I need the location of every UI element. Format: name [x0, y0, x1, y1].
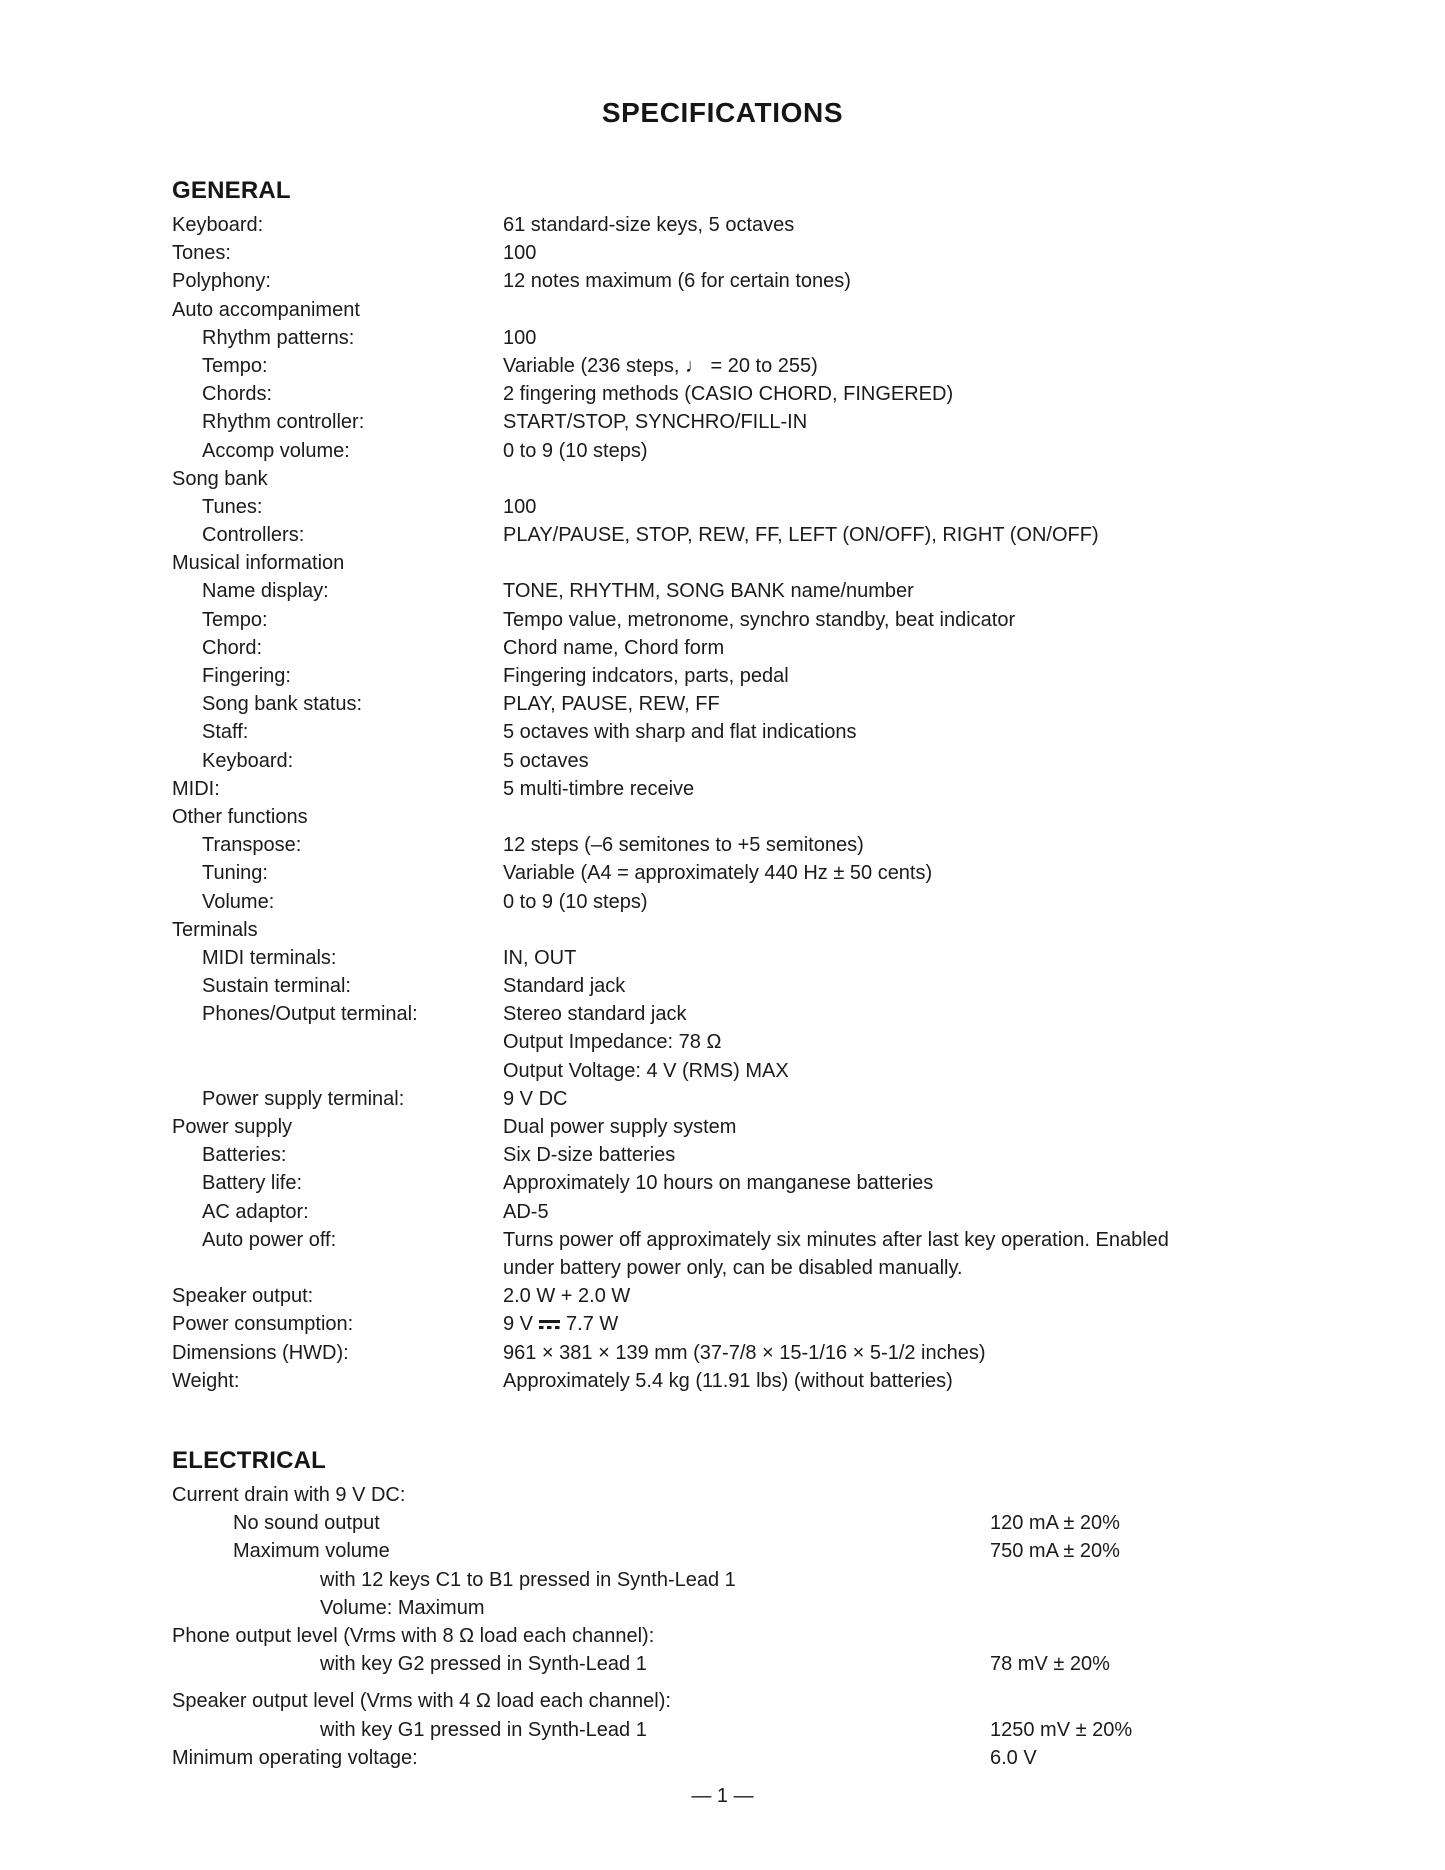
spec-value: Tempo value, metronome, synchro standby, beat indicator — [503, 608, 1016, 631]
spec-value: Approximately 10 hours on manganese batteries — [503, 1172, 934, 1195]
spec-row — [0, 1650, 1445, 1678]
spec-value: Variable (A4 = approximately 440 Hz ± 50 cents) — [503, 862, 933, 885]
spec-label: Fingering: — [202, 665, 291, 687]
spec-row — [0, 1085, 1445, 1113]
spec-row — [0, 1687, 1445, 1715]
spec-row — [0, 493, 1445, 521]
spec-value — [503, 1310, 618, 1338]
spec-row — [0, 267, 1445, 295]
electrical-spec-list — [0, 1481, 1445, 1772]
spec-row — [0, 1509, 1445, 1537]
spec-row — [0, 803, 1445, 831]
spec-value: 2.0 W + 2.0 W — [503, 1285, 631, 1308]
spec-row — [0, 775, 1445, 803]
spec-row — [0, 239, 1445, 267]
spec-row — [0, 1744, 1445, 1772]
spec-row — [0, 1141, 1445, 1169]
spec-value: Output Impedance: 78 Ω — [503, 1031, 722, 1054]
spec-row — [0, 888, 1445, 916]
spec-label: Power supply — [172, 1116, 293, 1138]
spec-row — [0, 1339, 1445, 1367]
spec-label: Chords: — [202, 383, 273, 406]
spec-label: Accomp volume: — [202, 439, 350, 462]
spec-value: 1250 mV ± 20% — [990, 1718, 1133, 1741]
spec-row — [0, 662, 1445, 690]
spec-label: Phones/Output terminal: — [202, 1003, 418, 1026]
spec-label: Current drain with 9 V DC: — [172, 1484, 406, 1506]
spec-label: Speaker output: — [172, 1285, 314, 1308]
spec-row — [0, 352, 1445, 380]
spec-label: Weight: — [172, 1369, 240, 1392]
page-title: SPECIFICATIONS — [601, 97, 844, 128]
spec-row — [0, 324, 1445, 352]
spec-value: Stereo standard jack — [503, 1003, 687, 1026]
spec-value: 12 notes maximum (6 for certain tones) — [503, 270, 851, 293]
spec-label: Battery life: — [202, 1172, 303, 1195]
row-spacer — [0, 1678, 1445, 1687]
spec-value: Six D-size batteries — [503, 1144, 676, 1167]
spec-label: MIDI terminals: — [202, 946, 337, 969]
spec-value: PLAY, PAUSE, REW, FF — [503, 693, 720, 716]
spec-value: under battery power only, can be disabled manually. — [503, 1256, 963, 1279]
section-heading-electrical: ELECTRICAL — [172, 1447, 326, 1474]
spec-row — [0, 296, 1445, 324]
spec-value: Fingering indcators, parts, pedal — [503, 665, 789, 687]
spec-label: Musical information — [172, 552, 345, 575]
spec-row — [0, 747, 1445, 775]
spec-value: 100 — [503, 242, 537, 265]
spec-value: 0 to 9 (10 steps) — [503, 890, 648, 913]
spec-label: Song bank — [172, 467, 268, 490]
spec-label: Power consumption: — [172, 1313, 354, 1336]
spec-label: Maximum volume — [233, 1540, 390, 1563]
spec-label: Tuning: — [202, 862, 268, 885]
spec-value: Approximately 5.4 kg (11.91 lbs) (without batteries) — [503, 1369, 953, 1392]
spec-row — [0, 521, 1445, 549]
spec-value: Standard jack — [503, 975, 626, 998]
spec-value: AD-5 — [503, 1200, 549, 1223]
spec-value: Chord name, Chord form — [503, 636, 725, 659]
spec-value: IN, OUT — [503, 946, 577, 969]
spec-row — [0, 1028, 1445, 1056]
spec-row — [0, 408, 1445, 436]
spec-value-pre: 9 V — [503, 1313, 534, 1336]
spec-row — [0, 1367, 1445, 1395]
spec-value: Output Voltage: 4 V (RMS) MAX — [503, 1059, 789, 1082]
spec-label: No sound output — [233, 1512, 380, 1535]
spec-value: 100 — [503, 326, 537, 349]
spec-row — [0, 634, 1445, 662]
spec-row — [0, 1000, 1445, 1028]
spec-label: Polyphony: — [172, 270, 271, 293]
spec-label: Tempo: — [202, 354, 268, 377]
spec-value: 5 multi-timbre receive — [503, 777, 695, 800]
spec-value: 0 to 9 (10 steps) — [503, 439, 648, 462]
spec-row — [0, 1226, 1445, 1254]
spec-row — [0, 1716, 1445, 1744]
spec-value: 2 fingering methods (CASIO CHORD, FINGERED) — [503, 383, 954, 406]
spec-row — [0, 1481, 1445, 1509]
spec-row — [0, 859, 1445, 887]
spec-value: TONE, RHYTHM, SONG BANK name/number — [503, 580, 914, 603]
spec-value: Dual power supply system — [503, 1116, 737, 1138]
spec-label: Controllers: — [202, 524, 305, 547]
spec-row — [0, 549, 1445, 577]
spec-label: Tempo: — [202, 608, 268, 631]
spec-label: Transpose: — [202, 834, 302, 857]
spec-row — [0, 437, 1445, 465]
spec-row — [0, 1198, 1445, 1226]
spec-row — [0, 690, 1445, 718]
spec-row — [0, 380, 1445, 408]
spec-label: Rhythm patterns: — [202, 326, 355, 349]
spec-row — [0, 1254, 1445, 1282]
spec-label: Rhythm controller: — [202, 411, 365, 434]
spec-row — [0, 972, 1445, 1000]
spec-label: Power supply terminal: — [202, 1087, 405, 1110]
dc-symbol — [539, 1319, 560, 1331]
spec-row — [0, 1310, 1445, 1338]
spec-label: with key G2 pressed in Synth-Lead 1 — [320, 1653, 647, 1676]
spec-value: 750 mA ± 20% — [990, 1540, 1120, 1563]
spec-label: MIDI: — [172, 777, 220, 800]
spec-row — [0, 1566, 1445, 1594]
spec-value: Variable (236 steps, ♩ = 20 to 255) — [503, 354, 818, 377]
spec-label: Batteries: — [202, 1144, 287, 1167]
spec-label: with 12 keys C1 to B1 pressed in Synth-Lead 1 — [320, 1568, 736, 1591]
spec-value: START/STOP, SYNCHRO/FILL-IN — [503, 411, 808, 434]
spec-row — [0, 916, 1445, 944]
general-spec-list — [0, 211, 1445, 1395]
spec-row — [0, 1169, 1445, 1197]
spec-value: PLAY/PAUSE, STOP, REW, FF, LEFT (ON/OFF), RIGHT (ON/OFF) — [503, 524, 1099, 547]
spec-row — [0, 1537, 1445, 1565]
spec-label: Chord: — [202, 636, 263, 659]
spec-label: Tones: — [172, 242, 231, 265]
spec-label: Keyboard: — [202, 749, 294, 772]
spec-label: Phone output level (Vrms with 8 Ω load each channel): — [172, 1624, 655, 1647]
spec-label: Terminals — [172, 918, 258, 941]
spec-value: 12 steps (–6 semitones to +5 semitones) — [503, 834, 864, 857]
spec-value-post: 7.7 W — [566, 1313, 619, 1336]
spec-row — [0, 1622, 1445, 1650]
spec-label: Dimensions (HWD): — [172, 1341, 349, 1364]
spec-label: with key G1 pressed in Synth-Lead 1 — [320, 1718, 647, 1741]
spec-label: Keyboard: — [172, 214, 264, 236]
spec-label: Name display: — [202, 580, 329, 603]
spec-value: 78 mV ± 20% — [990, 1653, 1110, 1676]
spec-label: Auto power off: — [202, 1228, 337, 1251]
section-heading-general: GENERAL — [172, 177, 291, 204]
spec-label: AC adaptor: — [202, 1200, 309, 1223]
spec-row — [0, 1113, 1445, 1141]
spec-label: Speaker output level (Vrms with 4 Ω load each channel): — [172, 1690, 671, 1713]
spec-label: Auto accompaniment — [172, 298, 360, 321]
spec-label: Tunes: — [202, 495, 263, 518]
spec-value: Turns power off approximately six minutes after last key operation. Enabled — [503, 1228, 1169, 1251]
spec-value: 9 V DC — [503, 1087, 568, 1110]
spec-value: 100 — [503, 495, 537, 518]
spec-row — [0, 1282, 1445, 1310]
spec-row — [0, 465, 1445, 493]
spec-value: 5 octaves — [503, 749, 589, 772]
spec-row — [0, 1594, 1445, 1622]
spec-value: 120 mA ± 20% — [990, 1512, 1120, 1535]
spec-label: Volume: — [202, 890, 275, 913]
spec-value: 61 standard-size keys, 5 octaves — [503, 214, 795, 236]
page-number: — 1 — — [691, 1785, 754, 1807]
spec-value: 5 octaves with sharp and flat indications — [503, 721, 857, 744]
spec-label: Song bank status: — [202, 693, 363, 716]
spec-value: 961 × 381 × 139 mm (37-7/8 × 15-1/16 × 5-1/2 inches) — [503, 1341, 986, 1364]
spec-label: Sustain terminal: — [202, 975, 351, 998]
spec-row — [0, 211, 1445, 239]
spec-label: Minimum operating voltage: — [172, 1746, 418, 1769]
spec-row — [0, 831, 1445, 859]
spec-row — [0, 718, 1445, 746]
spec-label: Volume: Maximum — [320, 1596, 485, 1619]
spec-row — [0, 577, 1445, 605]
spec-label: Other functions — [172, 805, 308, 828]
spec-row — [0, 944, 1445, 972]
spec-row — [0, 606, 1445, 634]
spec-value: 6.0 V — [990, 1746, 1037, 1769]
spec-row — [0, 1057, 1445, 1085]
spec-label: Staff: — [202, 721, 249, 744]
